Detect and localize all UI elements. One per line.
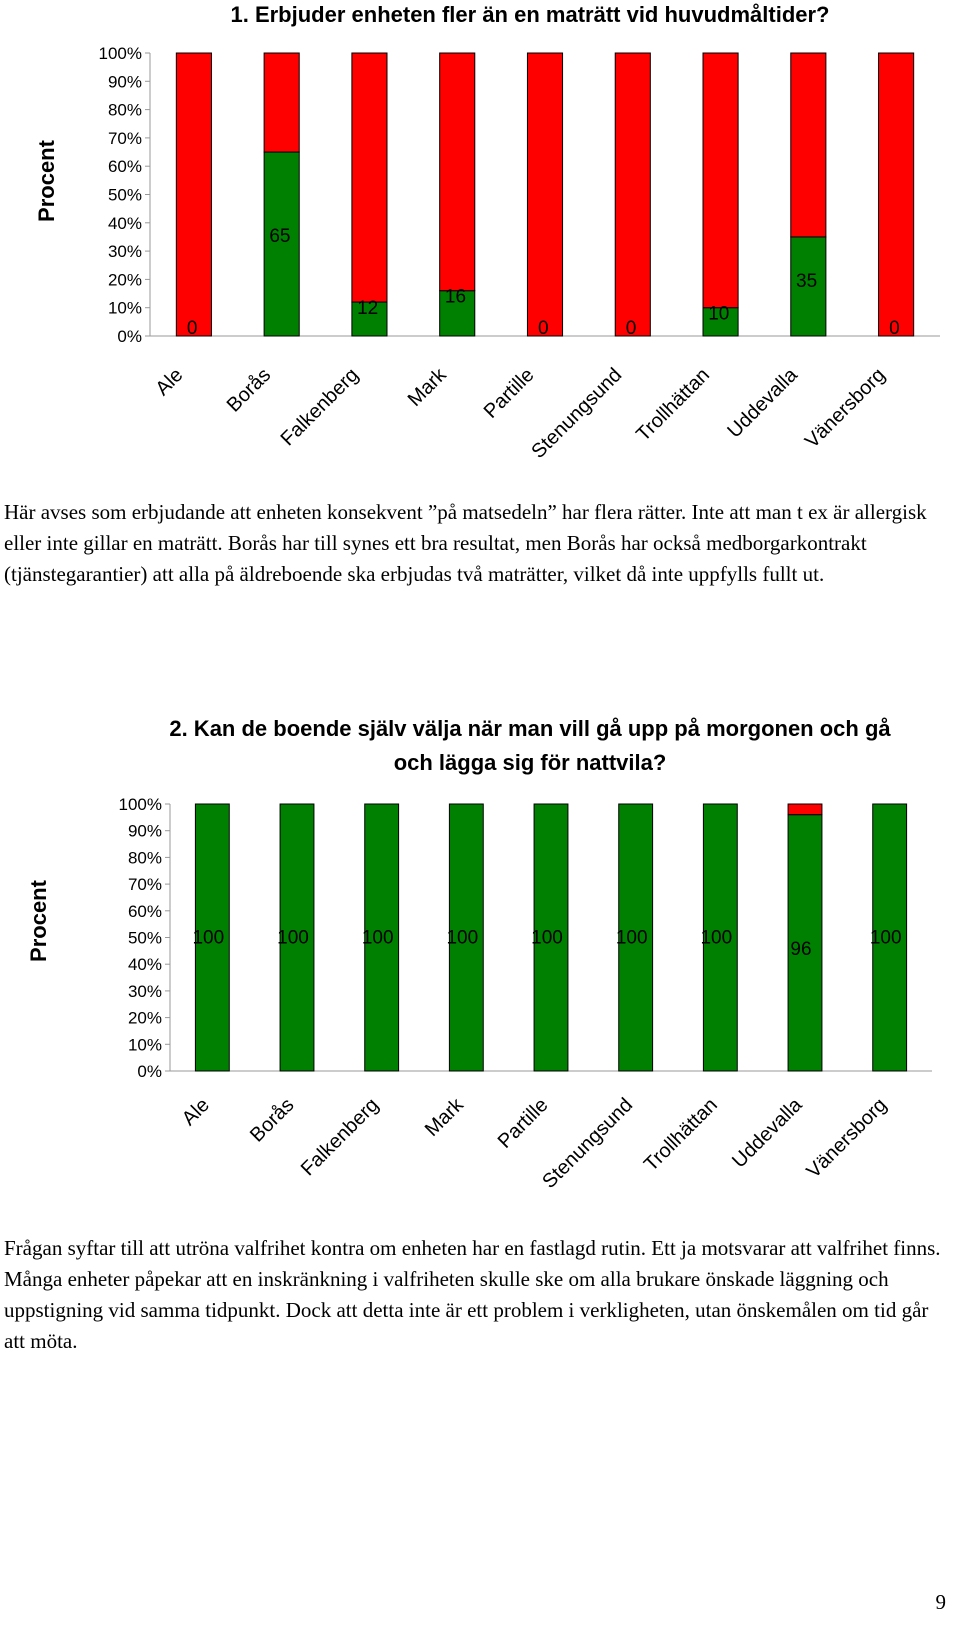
y-tick-label: 100% [98, 44, 142, 63]
bar-segment [879, 53, 914, 336]
category-label: Partille [493, 1093, 553, 1153]
y-tick-label: 10% [127, 1035, 162, 1055]
y-tick-label: 30% [107, 242, 142, 262]
y-tick-label: 100% [118, 795, 162, 814]
chart-title: 1. Erbjuder enheten fler än en maträtt vid huvudmåltider? [230, 2, 830, 27]
data-label: 35 [796, 270, 818, 292]
data-label: 65 [269, 226, 291, 248]
y-tick-label: 40% [107, 213, 142, 233]
bar-segment [788, 804, 822, 815]
y-tick-label: 40% [127, 955, 162, 975]
data-label: 0 [537, 318, 549, 339]
bar-chart-svg [0, 700, 960, 1220]
data-label: 100 [700, 927, 733, 949]
category-label: Mark [403, 363, 451, 411]
data-label: 0 [889, 318, 900, 339]
bar-segment [352, 53, 387, 302]
y-tick-label: 90% [127, 821, 162, 841]
y-tick-label: 80% [127, 848, 162, 868]
y-tick-label: 30% [127, 981, 162, 1001]
y-tick-label: 90% [107, 72, 142, 92]
y-tick-label: 70% [107, 128, 142, 148]
category-label: Uddevalla [728, 1093, 807, 1173]
y-axis-label: Procent [26, 880, 51, 962]
bar-segment [791, 53, 826, 237]
category-label: Falkenberg [296, 1093, 384, 1181]
category-label: Stenungsund [527, 363, 627, 463]
data-label: 96 [790, 938, 812, 960]
data-label: 100 [192, 927, 225, 949]
category-label: Trollhättan [640, 1093, 722, 1176]
page-number: 9 [935, 1590, 946, 1614]
data-label: 100 [615, 927, 648, 949]
data-label: 0 [186, 318, 198, 339]
bar-segment [527, 53, 562, 336]
y-tick-label: 20% [107, 270, 142, 290]
y-tick-label: 50% [127, 928, 162, 948]
paragraph: Här avses som erbjudande att enheten konsekvent ”på matsedeln” har flera rätter. Inte att man t ex är allergisk eller inte gillar en maträtt. Borås har till synes ett bra resultat, men Borås har också medborgarkontrakt (tjänstegarantier) att alla på äldreboende ska erbjudas två maträtter, vilket då inte uppfylls fullt ut. [4, 500, 927, 586]
bar-segment [176, 53, 211, 336]
data-label: 16 [444, 286, 467, 308]
category-label: Stenungsund [538, 1093, 638, 1193]
y-tick-label: 0% [137, 1062, 162, 1081]
paragraph: Frågan syftar till att utröna valfrihet kontra om enheten har en fastlagd rutin. Ett ja motsvarar att valfrihet finns. Många enheter påpekar att en inskränkning i valfriheten skulle ske om alla brukare önskade läggning och uppstigning vid samma tidpunkt. Dock att detta inte är ett problem i verkligheten, utan önskemålen om tid går att möta. [4, 1236, 941, 1353]
y-tick-label: 60% [127, 901, 162, 921]
chart-meals [0, 0, 960, 490]
category-label: Partille [479, 363, 539, 423]
y-tick-label: 20% [127, 1008, 162, 1028]
category-label: Mark [420, 1093, 468, 1141]
chart-sleep-choice [0, 700, 960, 1220]
y-tick-label: 70% [127, 875, 162, 895]
chart-title: 2. Kan de boende själv välja när man vill gå upp på morgonen och gå och lägga sig för nattvila? [169, 716, 891, 775]
data-label: 0 [625, 318, 637, 339]
bar-segment [264, 53, 299, 152]
category-label: Uddevalla [723, 363, 802, 443]
category-label: Trollhättan [632, 363, 715, 446]
data-label: 100 [869, 927, 902, 949]
y-tick-label: 50% [107, 185, 142, 205]
data-label: 12 [357, 298, 379, 320]
y-tick-label: 0% [117, 327, 142, 346]
bar-segment [615, 53, 650, 336]
bar-segment [440, 53, 475, 291]
category-label: Borås [222, 363, 276, 417]
y-tick-label: 60% [107, 157, 142, 177]
category-label: Vänersborg [802, 1093, 892, 1183]
bar-segment [703, 53, 738, 308]
data-label: 100 [531, 927, 563, 949]
bar-chart-svg [0, 0, 960, 490]
category-label: Falkenberg [276, 363, 363, 451]
data-label: 10 [708, 303, 730, 325]
y-tick-label: 10% [107, 298, 142, 318]
category-label: Borås [246, 1093, 299, 1147]
category-label: Vänersborg [800, 363, 890, 453]
category-label: Ale [151, 363, 188, 400]
y-axis-label: Procent [34, 140, 59, 222]
y-tick-label: 80% [107, 100, 142, 120]
category-label: Ale [177, 1093, 214, 1130]
data-label: 100 [277, 927, 309, 949]
data-label: 100 [361, 927, 394, 949]
data-label: 100 [446, 927, 479, 949]
